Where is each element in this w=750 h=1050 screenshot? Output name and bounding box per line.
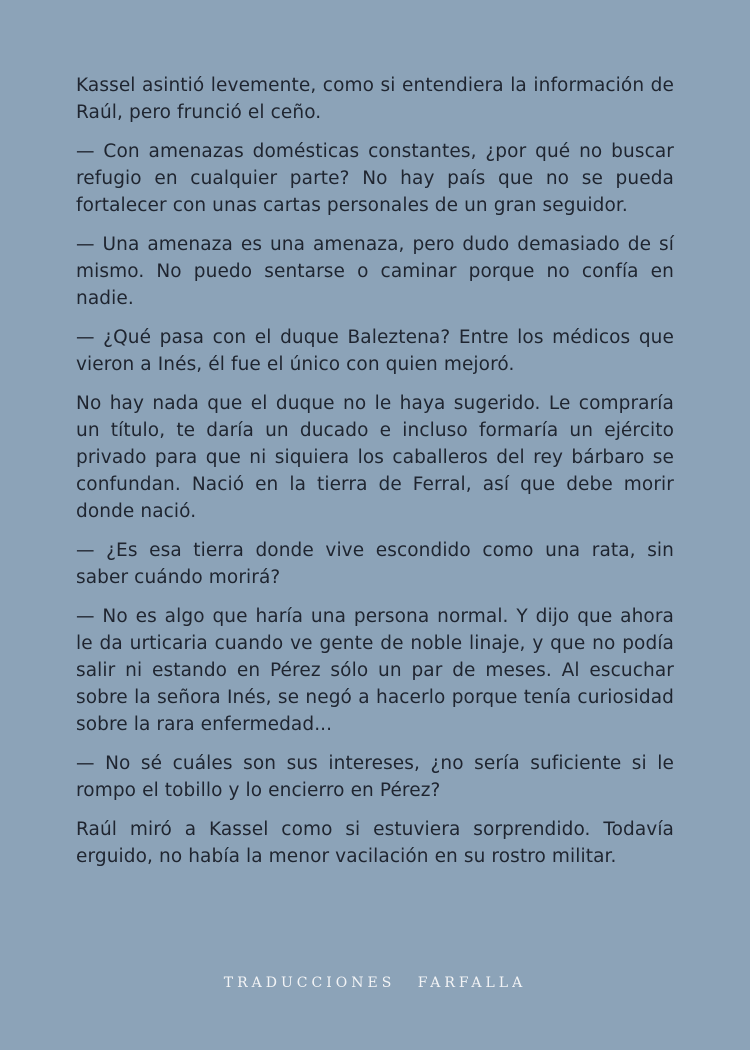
page-footer: [0, 975, 750, 991]
paragraph-4: — ¿Qué pasa con el duque Baleztena? Entre los médicos que vieron a Inés, él fue el único con quien mejoró.: [76, 327, 674, 375]
footer-word-1: TRADUCCIONES: [223, 975, 396, 991]
footer-word-2: FARFALLA: [417, 975, 527, 991]
paragraph-8: — No sé cuáles son sus intereses, ¿no sería suficiente si le rompo el tobillo y lo encierro en Pérez?: [76, 753, 674, 801]
paragraph-1: Kassel asintió levemente, como si entendiera la información de Raúl, pero frunció el ceño.: [76, 75, 674, 123]
paragraph-2: — Con amenazas domésticas constantes, ¿por qué no buscar refugio en cualquier parte? No hay país que no se pueda fortalecer con unas cartas personales de un gran seguidor.: [76, 141, 674, 216]
document-body: [76, 72, 674, 870]
paragraph-3: — Una amenaza es una amenaza, pero dudo demasiado de sí mismo. No puedo sentarse o caminar porque no confía en nadie.: [76, 234, 674, 309]
paragraph-7: — No es algo que haría una persona normal. Y dijo que ahora le da urticaria cuando ve gente de noble linaje, y que no podía salir ni estando en Pérez sólo un par de meses. Al escuchar sobre la señora Inés, se negó a hacerlo porque tenía curiosidad sobre la rara enfermedad...: [76, 606, 674, 735]
paragraph-6: — ¿Es esa tierra donde vive escondido como una rata, sin saber cuándo morirá?: [76, 540, 674, 588]
paragraph-9: Raúl miró a Kassel como si estuviera sorprendido. Todavía erguido, no había la menor vacilación en su rostro militar.: [76, 819, 674, 867]
paragraph-5: No hay nada que el duque no le haya sugerido. Le compraría un título, te daría un ducado e incluso formaría un ejército privado para que ni siquiera los caballeros del rey bárbaro se confundan. Nació en la tierra de Ferral, así que debe morir donde nació.: [76, 393, 674, 522]
